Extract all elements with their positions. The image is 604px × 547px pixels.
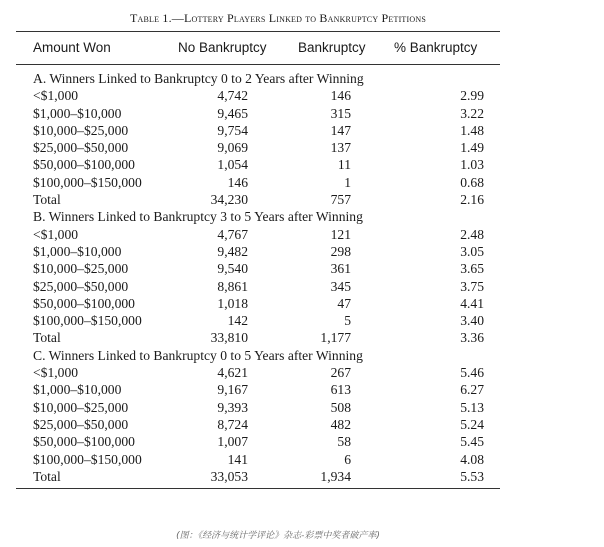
section-heading-text: C. Winners Linked to Bankruptcy 0 to 5 Years after Winning	[33, 347, 363, 363]
table-row	[0, 312, 604, 329]
bankruptcy-cell: 267	[330, 365, 351, 381]
pct-bankruptcy-cell: 1.48	[460, 122, 484, 138]
pct-bankruptcy-cell: 1.03	[460, 157, 484, 173]
no-bankruptcy-cell: 9,167	[217, 382, 248, 398]
bankruptcy-cell: 147	[330, 122, 351, 138]
no-bankruptcy-cell: 9,465	[217, 105, 248, 121]
no-bankruptcy-cell: 34,230	[210, 192, 248, 208]
table-row	[0, 139, 604, 156]
pct-bankruptcy-cell: 1.49	[460, 140, 484, 156]
table-row	[0, 156, 604, 173]
no-bankruptcy-cell: 142	[227, 313, 248, 329]
table-row	[0, 226, 604, 243]
table-row	[0, 416, 604, 433]
pct-bankruptcy-cell: 2.48	[460, 226, 484, 242]
bottom-rule	[16, 488, 500, 489]
bankruptcy-cell: 137	[330, 140, 351, 156]
pct-bankruptcy-cell: 4.08	[460, 451, 484, 467]
header-amount-won: Amount Won	[33, 40, 111, 55]
pct-bankruptcy-cell: 3.65	[460, 261, 484, 277]
pct-bankruptcy-cell: 3.22	[460, 105, 484, 121]
table-row	[0, 191, 604, 208]
amount-cell: $25,000–$50,000	[33, 140, 129, 156]
section-heading-text: B. Winners Linked to Bankruptcy 3 to 5 Years after Winning	[33, 209, 363, 225]
amount-cell: $50,000–$100,000	[33, 434, 135, 450]
no-bankruptcy-cell: 1,054	[217, 157, 248, 173]
table-row	[0, 364, 604, 381]
table-row	[0, 278, 604, 295]
amount-cell: $1,000–$10,000	[33, 105, 122, 121]
no-bankruptcy-cell: 1,018	[217, 295, 248, 311]
pct-bankruptcy-cell: 0.68	[460, 174, 484, 190]
section-heading-text: A. Winners Linked to Bankruptcy 0 to 2 Years after Winning	[33, 71, 364, 86]
table-row	[0, 87, 604, 104]
bankruptcy-cell: 482	[330, 416, 351, 432]
no-bankruptcy-cell: 9,482	[217, 243, 248, 259]
pct-bankruptcy-cell: 5.13	[460, 399, 484, 415]
section-heading	[0, 208, 604, 225]
table-row	[0, 243, 604, 260]
bankruptcy-cell: 613	[330, 382, 351, 398]
bankruptcy-cell: 146	[330, 88, 351, 104]
amount-cell: <$1,000	[33, 226, 79, 242]
no-bankruptcy-cell: 9,754	[217, 122, 248, 138]
amount-cell: $1,000–$10,000	[33, 382, 122, 398]
no-bankruptcy-cell: 4,742	[217, 88, 248, 104]
pct-bankruptcy-cell: 5.45	[460, 434, 484, 450]
pct-bankruptcy-cell: 6.27	[460, 382, 484, 398]
amount-cell: $50,000–$100,000	[33, 157, 135, 173]
table-row	[0, 260, 604, 277]
bankruptcy-cell: 757	[330, 192, 351, 208]
table-row	[0, 174, 604, 191]
amount-cell: $1,000–$10,000	[33, 243, 122, 259]
table-row	[0, 451, 604, 468]
amount-cell: Total	[33, 330, 61, 346]
pct-bankruptcy-cell: 4.41	[460, 295, 484, 311]
no-bankruptcy-cell: 146	[227, 174, 248, 190]
no-bankruptcy-cell: 9,069	[217, 140, 248, 156]
bankruptcy-cell: 47	[337, 295, 351, 311]
top-rule	[16, 31, 500, 32]
pct-bankruptcy-cell: 2.99	[460, 88, 484, 104]
no-bankruptcy-cell: 8,724	[217, 416, 248, 432]
header-bankruptcy: Bankruptcy	[298, 40, 366, 55]
bankruptcy-cell: 5	[344, 313, 351, 329]
bankruptcy-cell: 298	[330, 243, 351, 259]
bankruptcy-cell: 121	[330, 226, 351, 242]
amount-cell: $25,000–$50,000	[33, 278, 129, 294]
bankruptcy-cell: 1,934	[320, 468, 351, 484]
no-bankruptcy-cell: 4,621	[217, 365, 248, 381]
header-pct-bankruptcy: % Bankruptcy	[394, 40, 478, 55]
bankruptcy-cell: 345	[330, 278, 351, 294]
amount-cell: <$1,000	[33, 365, 79, 381]
pct-bankruptcy-cell: 3.40	[460, 313, 484, 329]
table-row	[0, 105, 604, 122]
bankruptcy-cell: 1	[344, 174, 351, 190]
section-heading	[0, 347, 604, 364]
amount-cell: $100,000–$150,000	[33, 451, 142, 467]
amount-cell: $100,000–$150,000	[33, 313, 142, 329]
no-bankruptcy-cell: 141	[227, 451, 248, 467]
amount-cell: $10,000–$25,000	[33, 261, 129, 277]
pct-bankruptcy-cell: 3.05	[460, 243, 484, 259]
bankruptcy-cell: 361	[330, 261, 351, 277]
no-bankruptcy-cell: 8,861	[217, 278, 248, 294]
pct-bankruptcy-cell: 3.36	[460, 330, 484, 346]
table-row	[0, 381, 604, 398]
table-row	[0, 399, 604, 416]
pct-bankruptcy-cell: 5.53	[460, 468, 484, 484]
pct-bankruptcy-cell: 2.16	[460, 192, 484, 208]
no-bankruptcy-cell: 1,007	[217, 434, 248, 450]
bankruptcy-cell: 58	[337, 434, 351, 450]
amount-cell: $10,000–$25,000	[33, 399, 129, 415]
table-row	[0, 468, 604, 485]
figure-caption: (图：《经济与统计学评论》杂志-彩票中奖者破产率)	[176, 531, 380, 541]
no-bankruptcy-cell: 9,540	[217, 261, 248, 277]
table-row	[0, 122, 604, 139]
pct-bankruptcy-cell: 5.24	[460, 416, 484, 432]
table-row	[0, 433, 604, 450]
amount-cell: $50,000–$100,000	[33, 295, 135, 311]
amount-cell: <$1,000	[33, 88, 79, 104]
table-row	[0, 329, 604, 346]
no-bankruptcy-cell: 33,810	[210, 330, 248, 346]
bankruptcy-cell: 11	[337, 157, 351, 173]
header-rule	[16, 64, 500, 65]
bankruptcy-cell: 6	[344, 451, 351, 467]
no-bankruptcy-cell: 4,767	[217, 226, 248, 242]
pct-bankruptcy-cell: 3.75	[460, 278, 484, 294]
bankruptcy-cell: 315	[330, 105, 351, 121]
pct-bankruptcy-cell: 5.46	[460, 365, 484, 381]
amount-cell: Total	[33, 468, 61, 484]
amount-cell: $10,000–$25,000	[33, 122, 129, 138]
section-heading	[0, 70, 604, 87]
no-bankruptcy-cell: 33,053	[210, 468, 248, 484]
bankruptcy-cell: 508	[330, 399, 351, 415]
table-body	[0, 70, 604, 485]
amount-cell: $25,000–$50,000	[33, 416, 129, 432]
amount-cell: $100,000–$150,000	[33, 174, 142, 190]
no-bankruptcy-cell: 9,393	[217, 399, 248, 415]
table-title: Table 1.—Lottery Players Linked to Bankruptcy Petitions	[129, 11, 426, 25]
amount-cell: Total	[33, 192, 61, 208]
header-no-bankruptcy: No Bankruptcy	[178, 40, 267, 55]
table-row	[0, 295, 604, 312]
bankruptcy-cell: 1,177	[320, 330, 351, 346]
